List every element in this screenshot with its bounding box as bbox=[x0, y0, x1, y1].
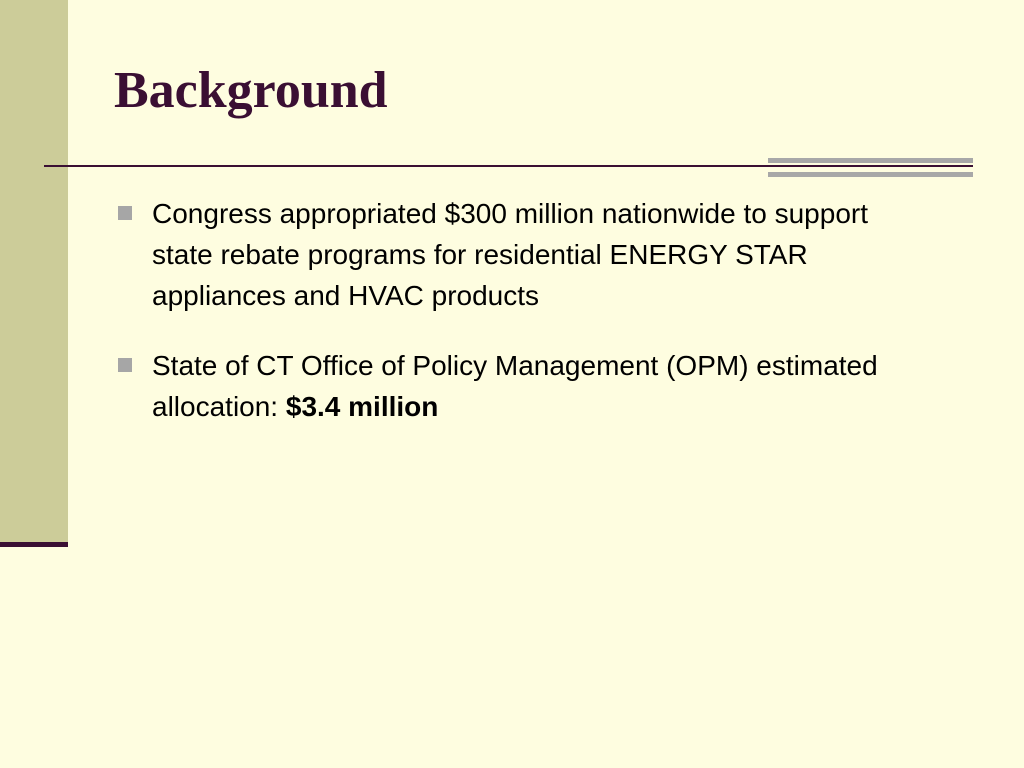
side-bar bbox=[0, 0, 68, 544]
square-bullet-icon bbox=[118, 206, 132, 220]
bullet-item bbox=[116, 193, 916, 316]
title-divider bbox=[44, 165, 973, 167]
side-bar-underline bbox=[0, 542, 68, 547]
slide-title: Background bbox=[114, 62, 388, 119]
bullet-text-main: State of CT Office of Policy Management (OPM) estimated allocation: bbox=[152, 350, 878, 422]
bullet-list bbox=[116, 193, 916, 456]
bullet-text bbox=[152, 198, 868, 311]
bullet-text bbox=[152, 350, 878, 422]
accent-rule-top bbox=[768, 158, 973, 163]
bullet-item bbox=[116, 345, 916, 427]
allocation-amount: $3.4 million bbox=[285, 391, 439, 422]
accent-rule-bottom bbox=[768, 172, 973, 177]
bullet-text-main: Congress appropriated $300 million nationwide to support state rebate programs for residential ENERGY STAR appliances and HVAC products bbox=[152, 198, 868, 311]
square-bullet-icon bbox=[118, 358, 132, 372]
